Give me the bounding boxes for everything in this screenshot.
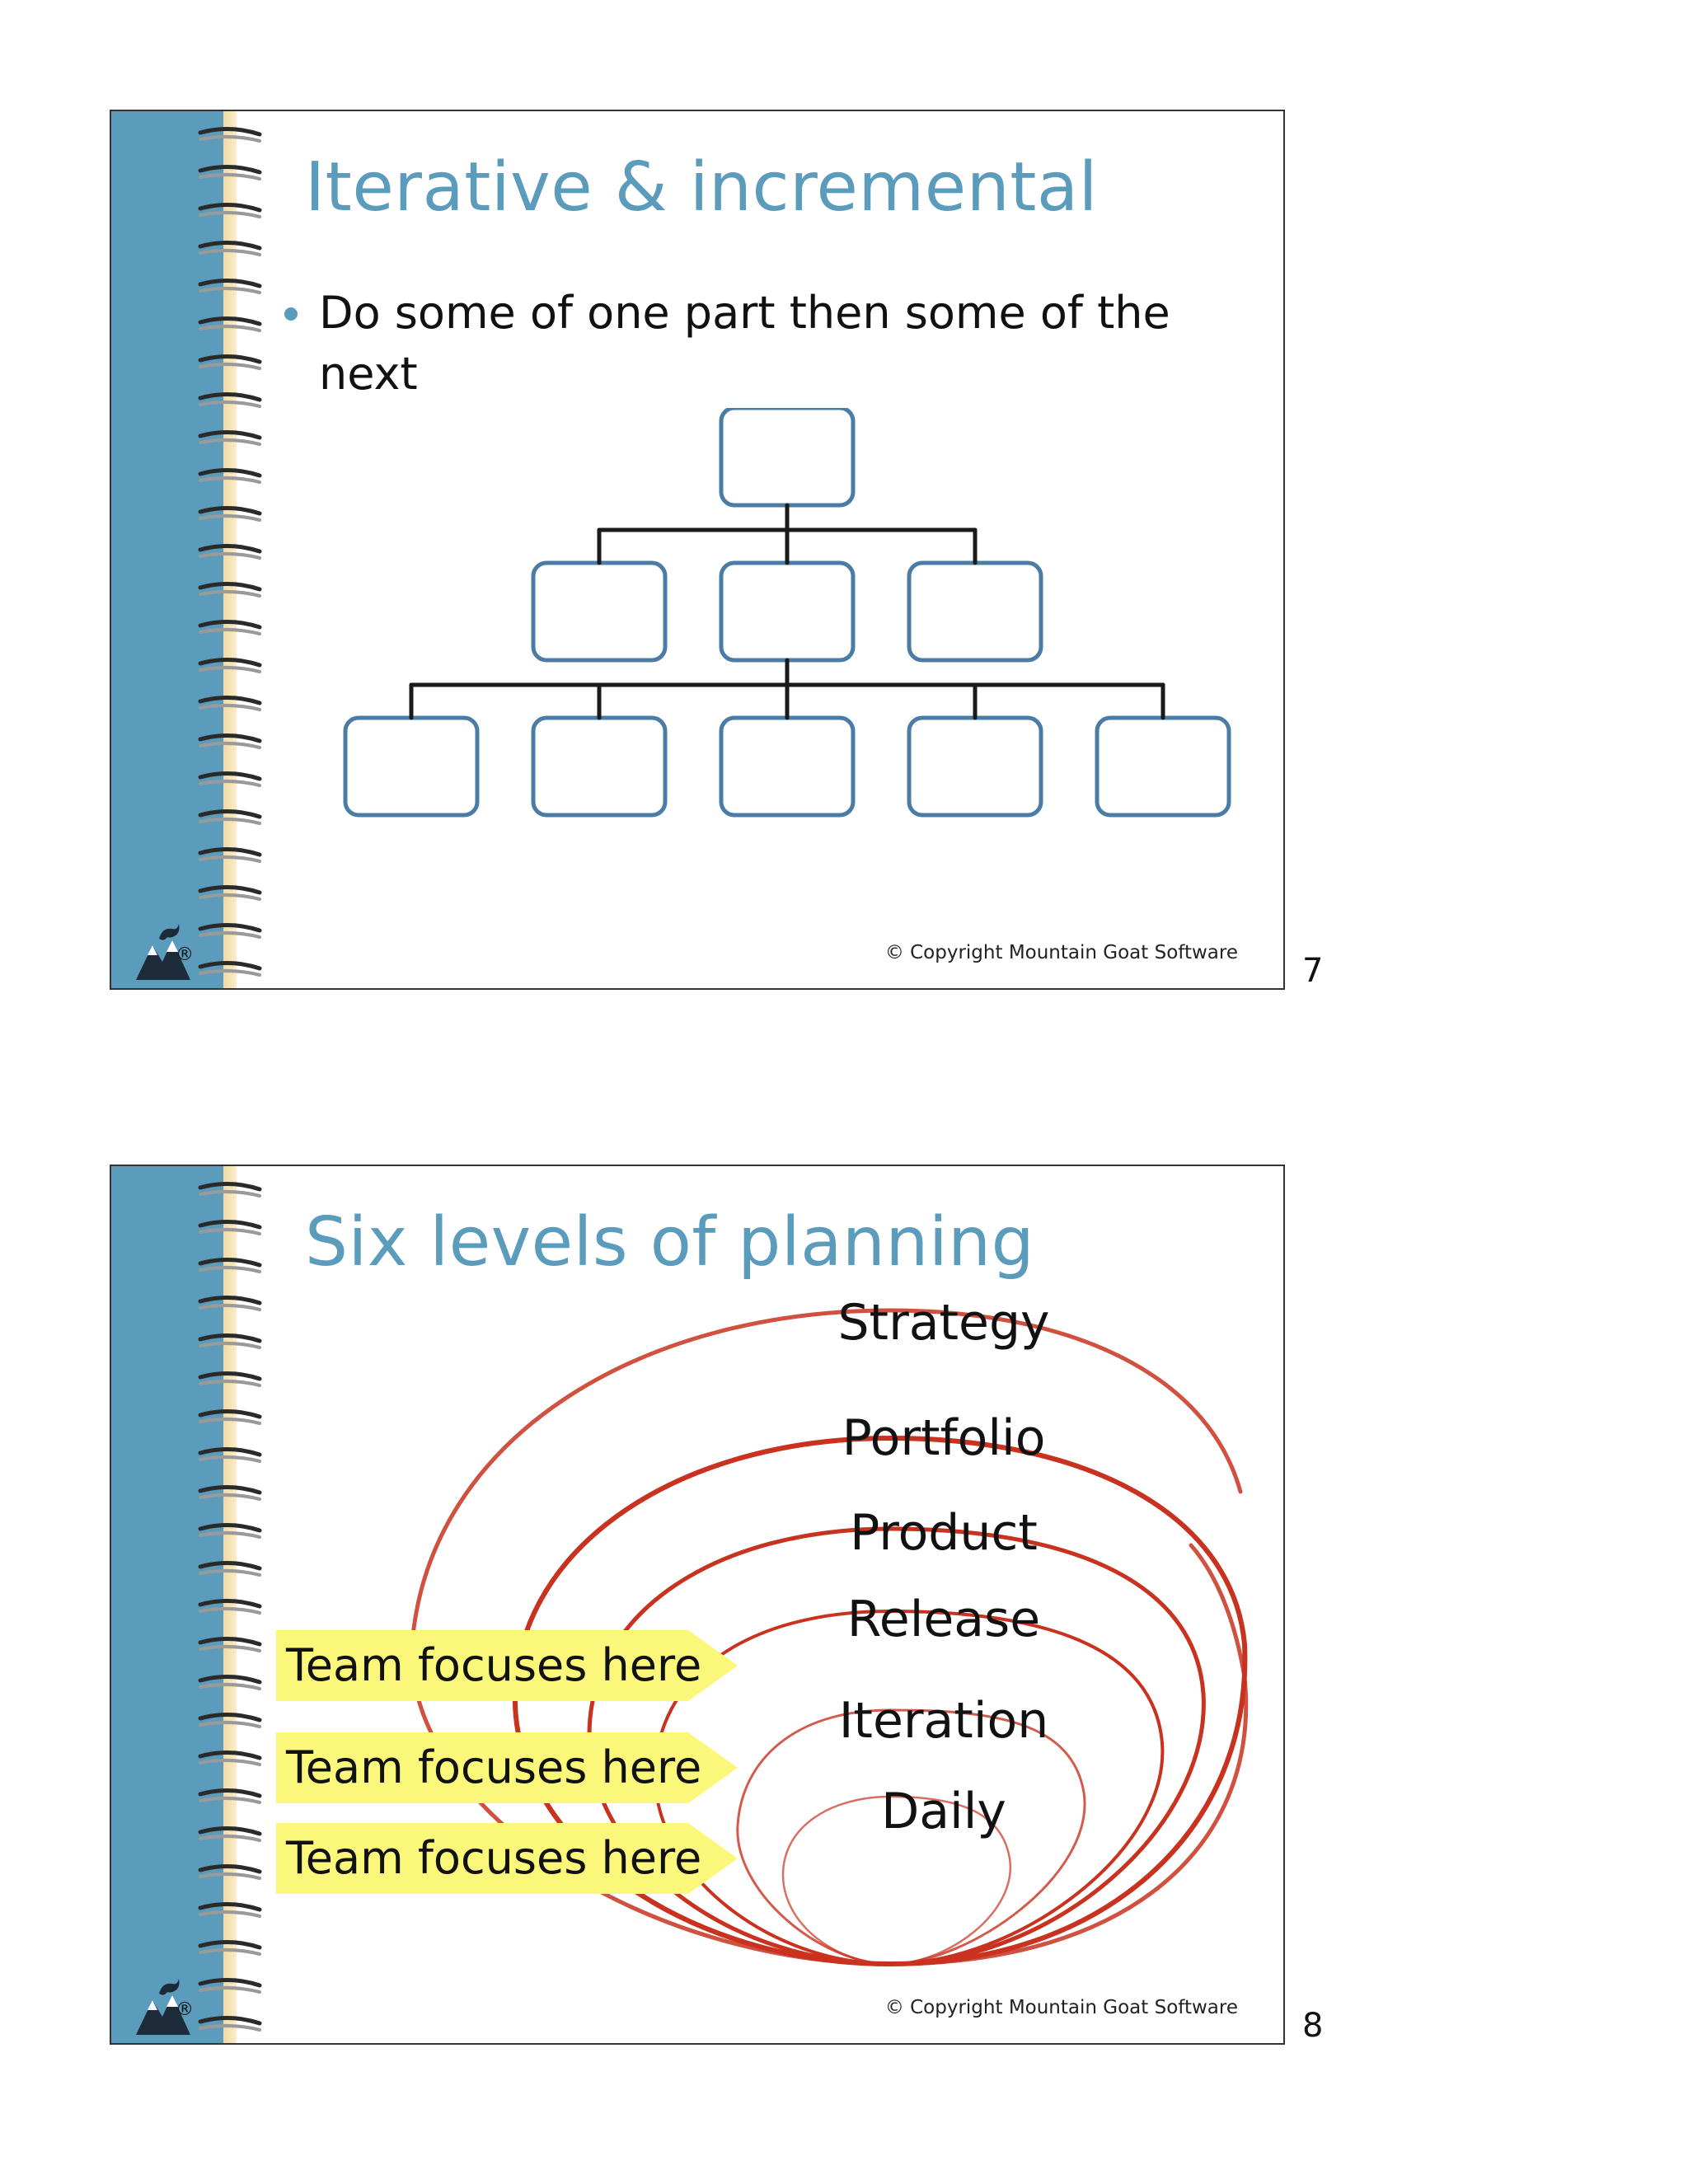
binding-ring <box>200 470 260 482</box>
level-daily: Daily <box>881 1783 1006 1840</box>
binding-ring <box>200 432 260 444</box>
callout-text: Team focuses here <box>286 1741 702 1793</box>
registered-mark: ® <box>176 944 194 965</box>
binding-ring <box>200 925 260 937</box>
page-number: 8 <box>1302 2007 1324 2045</box>
spiral-binding-icon <box>197 123 263 980</box>
level-strategy: Strategy <box>837 1294 1050 1352</box>
binding-ring <box>200 356 260 368</box>
hierarchy-diagram <box>301 408 1273 952</box>
hierarchy-box <box>533 563 665 660</box>
binding-ring <box>200 659 260 672</box>
binding-ring <box>200 735 260 748</box>
hierarchy-box <box>533 718 665 815</box>
binding-ring <box>200 129 260 141</box>
level-product: Product <box>850 1504 1038 1562</box>
binding-ring <box>200 811 260 823</box>
hierarchy-box <box>721 408 853 505</box>
binding-ring <box>200 546 260 558</box>
hierarchy-box <box>721 563 853 660</box>
binding-ring <box>200 963 260 975</box>
hierarchy-box <box>909 718 1041 815</box>
callout-text: Team focuses here <box>286 1639 702 1691</box>
slide-title: Iterative & incremental <box>305 148 1098 227</box>
hierarchy-box <box>721 718 853 815</box>
hierarchy-box <box>345 718 477 815</box>
binding-ring <box>200 583 260 596</box>
level-iteration: Iteration <box>838 1692 1049 1750</box>
hierarchy-box <box>909 563 1041 660</box>
binding-ring <box>200 394 260 406</box>
bullet-text: Do some of one part then some of the next <box>319 287 1170 400</box>
binding-ring <box>200 887 260 899</box>
binding-ring <box>200 204 260 217</box>
copyright-notice: © Copyright Mountain Goat Software <box>884 942 1238 963</box>
binding-ring <box>200 280 260 293</box>
binding-ring <box>200 773 260 785</box>
slide-six-levels-planning <box>110 1165 1285 2045</box>
binding-ring <box>200 508 260 520</box>
callout-text: Team focuses here <box>286 1832 702 1884</box>
slide-title: Six levels of planning <box>305 1203 1035 1282</box>
binding-ring <box>200 242 260 255</box>
registered-mark: ® <box>176 1999 194 2020</box>
level-release: Release <box>846 1591 1041 1648</box>
bullet-dot-icon <box>284 307 298 321</box>
page-number: 7 <box>1302 952 1324 990</box>
binding-ring <box>200 318 260 330</box>
binding-ring <box>200 697 260 710</box>
level-portfolio: Portfolio <box>842 1409 1046 1467</box>
binding-ring <box>200 849 260 861</box>
copyright-notice: © Copyright Mountain Goat Software <box>884 1997 1238 2018</box>
slide-iterative-incremental <box>110 110 1285 990</box>
hierarchy-box <box>1097 718 1229 815</box>
binding-ring <box>200 166 260 179</box>
binding-ring <box>200 621 260 634</box>
